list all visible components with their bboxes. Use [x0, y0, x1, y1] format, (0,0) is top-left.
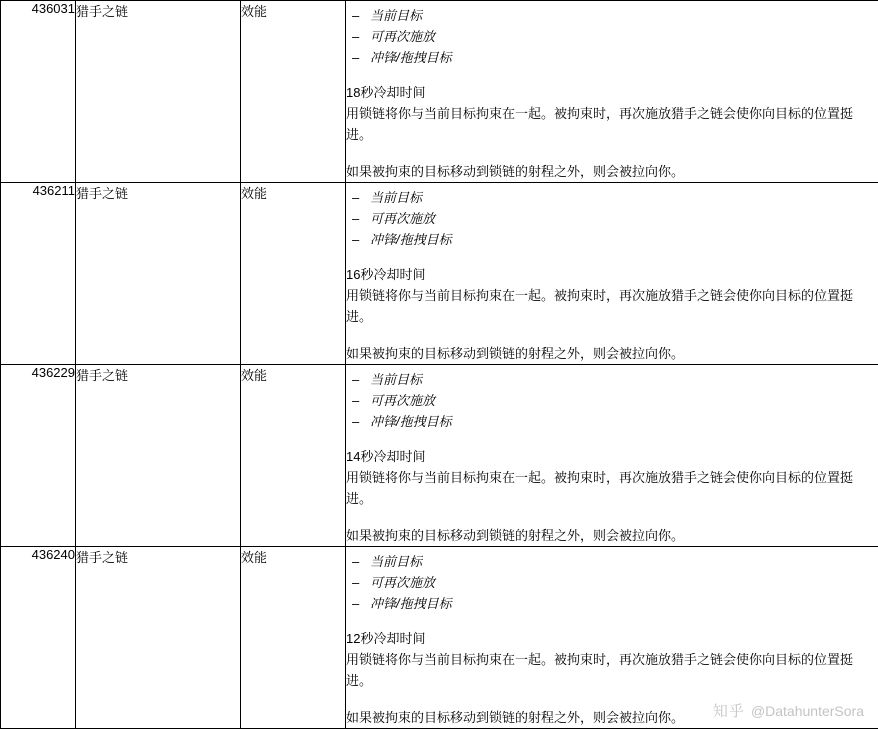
cell-skill-name: 猎手之链 — [76, 365, 241, 547]
footnote-text: 如果被拘束的目标移动到锁链的射程之外，则会被拉向你。 — [346, 525, 878, 546]
spacer — [346, 691, 878, 707]
effect-text: 用锁链将你与当前目标拘束在一起。被拘束时，再次施放猎手之链会使你向目标的位置挺进。 — [346, 285, 878, 327]
list-item: – 当前目标 — [352, 369, 878, 390]
list-item: – 当前目标 — [352, 5, 878, 26]
cooldown-text: 16秒冷却时间 — [346, 264, 878, 285]
cell-skill-type: 效能 — [241, 183, 346, 365]
list-item: – 可再次施放 — [352, 208, 878, 229]
spacer — [346, 145, 878, 161]
list-item: – 可再次施放 — [352, 26, 878, 47]
description-body — [346, 446, 878, 546]
effect-text: 用锁链将你与当前目标拘束在一起。被拘束时，再次施放猎手之链会使你向目标的位置挺进。 — [346, 649, 878, 691]
bullet-list — [346, 5, 878, 68]
list-item: – 冲锋/拖拽目标 — [352, 593, 878, 614]
watermark-username: @DatahunterSora — [751, 703, 864, 719]
table-row — [1, 183, 878, 365]
list-item: – 冲锋/拖拽目标 — [352, 411, 878, 432]
list-item: – 当前目标 — [352, 551, 878, 572]
effect-text: 用锁链将你与当前目标拘束在一起。被拘束时，再次施放猎手之链会使你向目标的位置挺进。 — [346, 103, 878, 145]
bullet-list — [346, 187, 878, 250]
spacer — [346, 327, 878, 343]
table-row — [1, 1, 878, 183]
cell-skill-id: 436240 — [1, 547, 76, 729]
cooldown-text: 14秒冷却时间 — [346, 446, 878, 467]
cooldown-text: 12秒冷却时间 — [346, 628, 878, 649]
cell-skill-name: 猎手之链 — [76, 547, 241, 729]
description-body — [346, 82, 878, 182]
bullet-list — [346, 369, 878, 432]
footnote-text: 如果被拘束的目标移动到锁链的射程之外，则会被拉向你。 — [346, 707, 878, 728]
list-item: – 可再次施放 — [352, 572, 878, 593]
cell-skill-id: 436211 — [1, 183, 76, 365]
cell-skill-description — [346, 1, 878, 183]
cooldown-text: 18秒冷却时间 — [346, 82, 878, 103]
cell-skill-type: 效能 — [241, 1, 346, 183]
spacer — [346, 509, 878, 525]
list-item: – 冲锋/拖拽目标 — [352, 229, 878, 250]
list-item: – 冲锋/拖拽目标 — [352, 47, 878, 68]
zhihu-logo-icon: 知乎 — [713, 700, 745, 721]
cell-skill-name: 猎手之链 — [76, 1, 241, 183]
cell-skill-id: 436229 — [1, 365, 76, 547]
cell-skill-id: 436031 — [1, 1, 76, 183]
cell-skill-description — [346, 183, 878, 365]
cell-skill-description — [346, 365, 878, 547]
bullet-list — [346, 551, 878, 614]
effect-text: 用锁链将你与当前目标拘束在一起。被拘束时，再次施放猎手之链会使你向目标的位置挺进。 — [346, 467, 878, 509]
table-row — [1, 365, 878, 547]
description-body — [346, 264, 878, 364]
list-item: – 可再次施放 — [352, 390, 878, 411]
cell-skill-type: 效能 — [241, 547, 346, 729]
description-body — [346, 628, 878, 728]
cell-skill-name: 猎手之链 — [76, 183, 241, 365]
footnote-text: 如果被拘束的目标移动到锁链的射程之外，则会被拉向你。 — [346, 161, 878, 182]
cell-skill-description — [346, 547, 878, 729]
table-row — [1, 547, 878, 729]
list-item: – 当前目标 — [352, 187, 878, 208]
cell-skill-type: 效能 — [241, 365, 346, 547]
footnote-text: 如果被拘束的目标移动到锁链的射程之外，则会被拉向你。 — [346, 343, 878, 364]
